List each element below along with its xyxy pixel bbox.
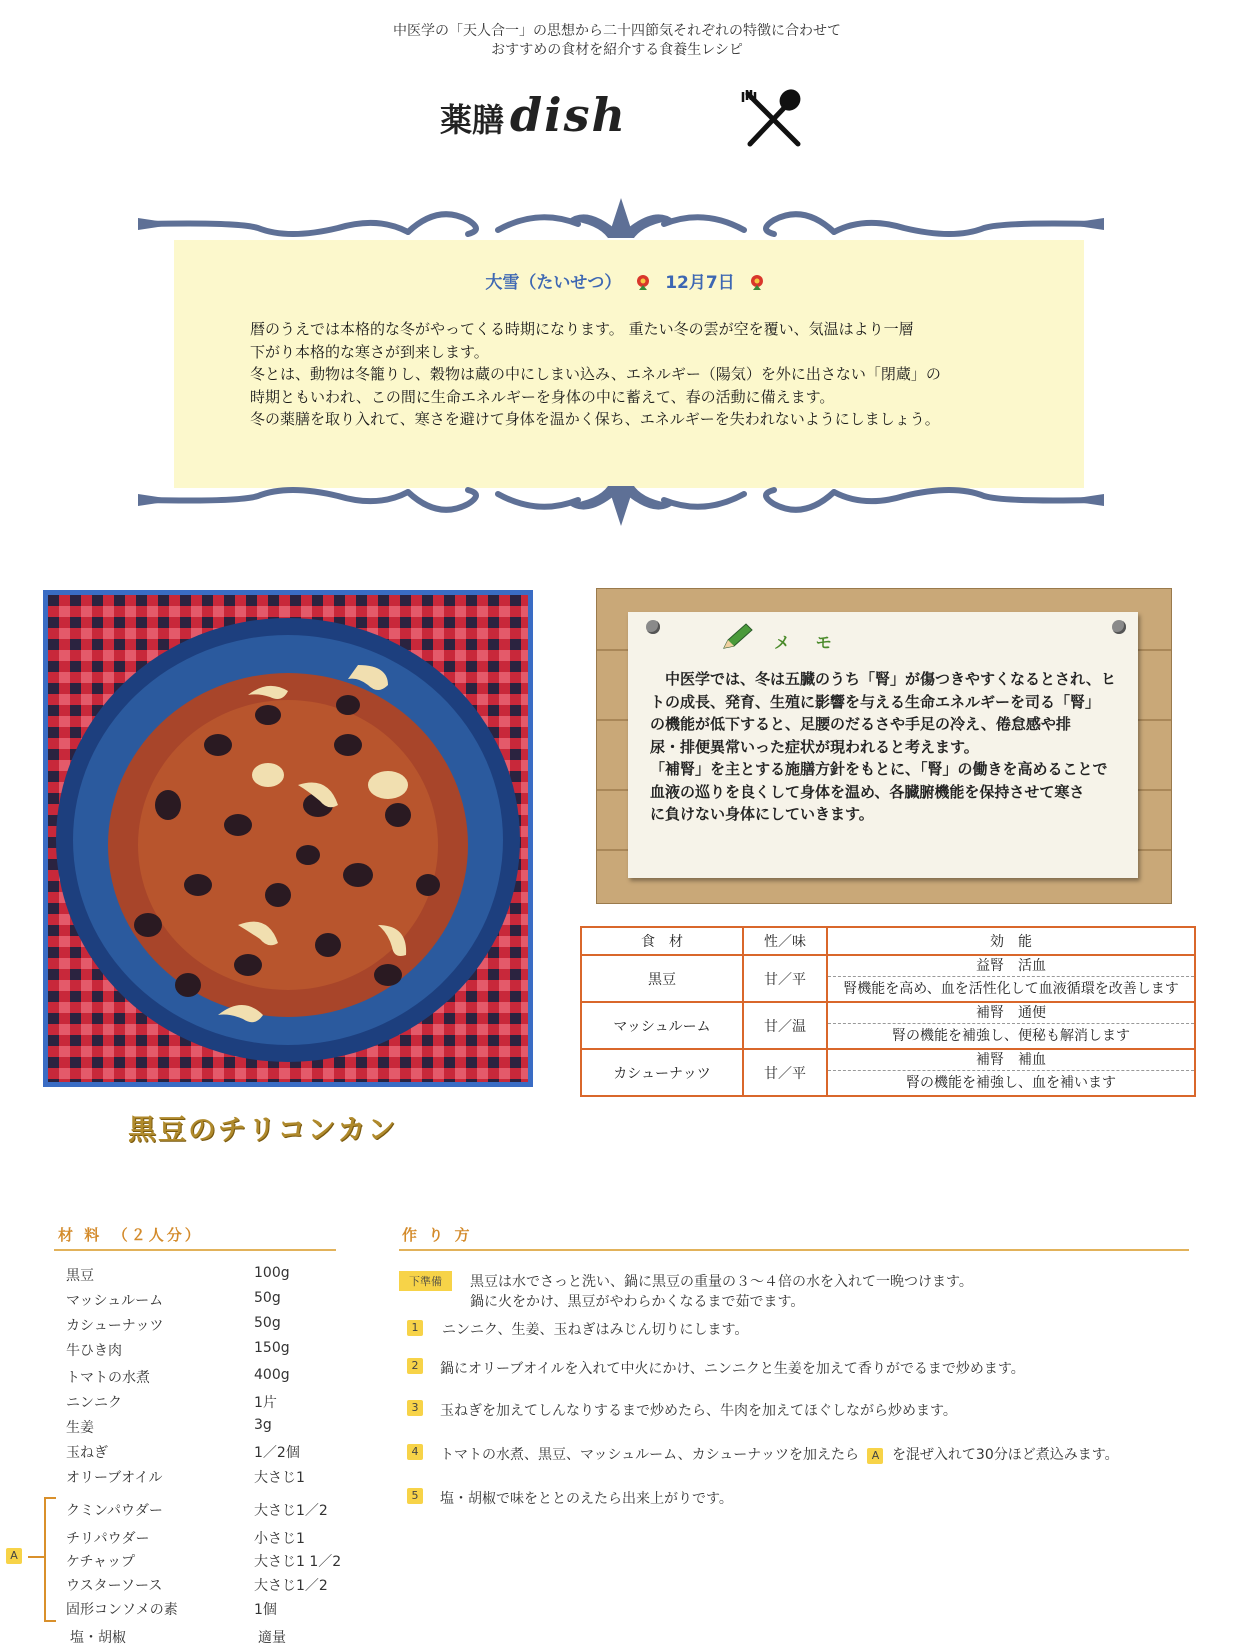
memo-line: 血液の巡りを良くして身体を温め、各臓腑機能を保持させて寒さ (650, 782, 1085, 801)
ingredient-amount: 150g (254, 1340, 290, 1356)
ingredient-name: 牛ひき肉 (66, 1343, 122, 1359)
ornament-top (138, 194, 1104, 250)
ingredient-name: マッシュルーム (66, 1293, 164, 1309)
ingredient-name: 生姜 (66, 1420, 94, 1436)
dish-name: 黒豆のチリコンカン (128, 1113, 398, 1146)
ingredient-name: クミンパウダー (66, 1503, 163, 1519)
memo-line: に負けない身体にしていきます。 (650, 805, 874, 823)
effect-cell (827, 1002, 1195, 1049)
group-bracket (44, 1497, 56, 1622)
effect-table (580, 926, 1196, 1097)
step-number-badge: 2 (407, 1358, 423, 1374)
step-text: 玉ねぎを加えてしんなりするまで炒めたら、牛肉を加えてほぐしながら炒めます。 (440, 1403, 957, 1419)
ingredient-amount: 3g (254, 1417, 272, 1433)
season-line: 時期ともいわれ、この間に生命エネルギーを身体の中に蓄えて、春の活動に備えます。 (250, 387, 835, 406)
ingredient-amount: 大さじ1／2 (254, 1578, 328, 1594)
nature-cell: 甘／平 (743, 1049, 827, 1096)
ingredient-name: 塩・胡椒 (70, 1630, 126, 1646)
logo-kanji: 薬膳 (440, 101, 505, 139)
ingredient-name: チリパウダー (66, 1531, 150, 1547)
step-text (440, 1444, 1119, 1464)
intro-line-1: 中医学の「天人合一」の思想から二十四節気それぞれの特徴に合わせて (393, 23, 841, 39)
logo-en: dish (510, 88, 627, 142)
memo-text (650, 668, 1118, 826)
season-description (250, 318, 1070, 431)
header-effect: 効 能 (827, 927, 1195, 955)
step-text: ニンニク、生姜、玉ねぎはみじん切りにします。 (442, 1322, 749, 1338)
flower-icon (749, 274, 765, 290)
effect-desc: 腎の機能を補強し、血を補います (906, 1075, 1116, 1091)
ingredient-name: 黒豆 (66, 1268, 94, 1284)
ingredient-amount: 50g (254, 1290, 281, 1306)
ingredient-name: 固形コンソメの素 (66, 1602, 178, 1618)
food-cell: カシューナッツ (581, 1049, 743, 1096)
step-text-before: トマトの水煮、黒豆、マッシュルーム、カシューナッツを加えたら (440, 1447, 860, 1463)
ingredient-amount: 1片 (254, 1395, 277, 1411)
table-row (581, 1002, 1195, 1049)
season-name: 大雪（たいせつ） (485, 273, 622, 293)
ingredient-amount: 小さじ1 (254, 1531, 305, 1547)
season-heading (174, 268, 1084, 293)
group-bracket-tick (28, 1556, 44, 1558)
method-heading: 作 り 方 (402, 1226, 473, 1244)
ingredient-name: ニンニク (66, 1395, 122, 1411)
step-number-badge: 4 (407, 1444, 423, 1460)
ingredients-rule (54, 1249, 336, 1251)
effect-cell (827, 1049, 1195, 1096)
effect-cell (827, 955, 1195, 1002)
flower-icon (635, 274, 651, 290)
season-line: 冬の薬膳を取り入れて、寒さを避けて身体を温かく保ち、エネルギーを失われないようにしましょう。 (250, 410, 940, 428)
food-cell: マッシュルーム (581, 1002, 743, 1049)
ingredient-amount: 大さじ1 1／2 (254, 1554, 342, 1570)
memo-line: 「補腎」を主とする施膳方針をもとに、「腎」の働きを高めることで (650, 760, 1108, 778)
effect-desc: 腎機能を高め、血を活性化して血液循環を改善します (843, 981, 1179, 997)
ornament-bottom (138, 474, 1104, 530)
dish-photo (43, 590, 533, 1087)
ingredient-amount: 1個 (254, 1602, 277, 1618)
step-text: 鍋にオリーブオイルを入れて中火にかけ、ニンニクと生姜を加えて香りがでるまで炒めます。 (440, 1361, 1025, 1377)
ingredient-amount: 400g (254, 1367, 290, 1383)
logo (440, 88, 627, 142)
prep-label: 下準備 (399, 1271, 452, 1291)
intro-text (0, 22, 1234, 60)
prep-line: 黒豆は水でさっと洗い、鍋に黒豆の重量の３～４倍の水を入れて一晩つけます。 (470, 1274, 973, 1290)
season-date: 12月7日 (665, 273, 735, 293)
memo-title: メ モ (774, 633, 842, 652)
season-line: 冬とは、動物は冬籠りし、穀物は蔵の中にしまい込み、エネルギー（陽気）を外に出さない「閉蔵」の (250, 365, 941, 383)
header-nature: 性／味 (743, 927, 827, 955)
season-line: 暦のうえでは本格的な冬がやってくる時期になります。 重たい冬の雲が空を覆い、気温はより一層 (250, 320, 914, 338)
step-text: 塩・胡椒で味をととのえたら出来上がりです。 (440, 1491, 733, 1507)
header-food: 食 材 (581, 927, 743, 955)
table-header-row (581, 927, 1195, 955)
ingredient-amount: 大さじ1／2 (254, 1503, 328, 1519)
group-a-badge: A (6, 1548, 22, 1564)
method-rule (399, 1249, 1189, 1251)
step-number-badge: 5 (407, 1488, 423, 1504)
table-row (581, 955, 1195, 1002)
memo-line: の機能が低下すると、足腰のだるさや手足の冷え、倦怠感や排 (650, 715, 1071, 733)
ingredient-amount: 50g (254, 1315, 281, 1331)
effect-title: 益腎 活血 (828, 956, 1194, 977)
season-line: 下がり本格的な寒さが到来します。 (250, 342, 489, 361)
ingredients-heading: 材 料 （２人分） (58, 1226, 203, 1244)
ingredient-amount: 100g (254, 1265, 290, 1281)
food-cell: 黒豆 (581, 955, 743, 1002)
pin-icon (1112, 620, 1126, 634)
effect-title: 補腎 補血 (828, 1050, 1194, 1071)
ingredient-amount: 大さじ1 (254, 1470, 305, 1486)
memo-line: 中医学では、冬は五臓のうち「腎」が傷つきやすくなるとされ、ヒ (650, 670, 1116, 688)
prep-line: 鍋に火をかけ、黒豆がやわらかくなるまで茹でます。 (470, 1294, 805, 1310)
effect-desc: 腎の機能を補強し、便秘も解消します (892, 1028, 1130, 1044)
ingredient-amount: 適量 (258, 1630, 286, 1646)
ingredient-name: 玉ねぎ (66, 1445, 108, 1461)
pin-icon (646, 620, 660, 634)
ingredient-name: オリーブオイル (66, 1470, 163, 1486)
intro-line-2: おすすめの食材を紹介する食養生レシピ (491, 42, 743, 58)
pencil-icon (720, 622, 754, 652)
step-text-after: を混ぜ入れて30分ほど煮込みます。 (891, 1447, 1119, 1463)
ingredient-amount: 1／2個 (254, 1445, 300, 1461)
ingredient-name: トマトの水煮 (66, 1370, 150, 1386)
group-a-badge: A (867, 1448, 883, 1464)
ingredient-name: カシューナッツ (66, 1318, 164, 1334)
memo-line: トの成長、発育、生殖に影響を与える生命エネルギーを司る「腎」 (650, 692, 1101, 711)
table-row (581, 1049, 1195, 1096)
effect-title: 補腎 通便 (828, 1003, 1194, 1024)
memo-line: 尿・排便異常いった症状が現われると考えます。 (650, 737, 979, 756)
step-number-badge: 3 (407, 1400, 423, 1416)
nature-cell: 甘／温 (743, 1002, 827, 1049)
fork-spoon-icon (740, 88, 808, 148)
ingredient-name: ケチャップ (66, 1554, 136, 1570)
nature-cell: 甘／平 (743, 955, 827, 1002)
step-number-badge: 1 (407, 1320, 423, 1336)
ingredient-name: ウスターソース (66, 1578, 163, 1594)
